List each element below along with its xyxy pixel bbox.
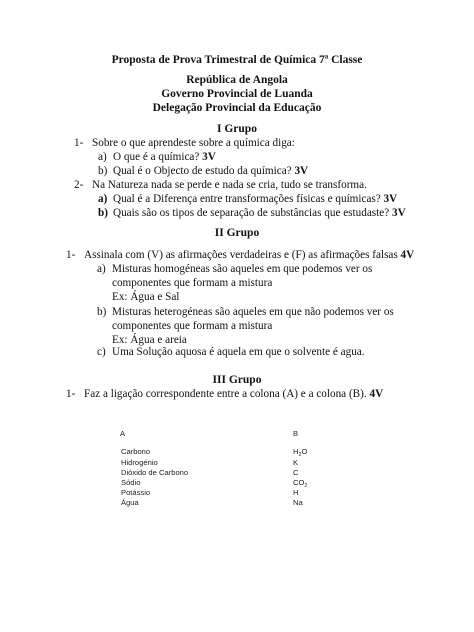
column-a-item: Potássio [121,488,151,497]
g1-q2b-item [113,207,406,219]
g3-q1-text: Faz a ligação correspondente entre a colona (A) e a colona (B). [84,388,367,400]
column-b-item: C [293,468,299,477]
g2-q1-number: 1- [66,249,76,261]
g2-q1-item [84,249,414,261]
g2-a-letter: a) [97,263,106,275]
g3-q1-number: 1- [66,388,76,400]
g1-q2b-letter: b) [98,207,108,219]
g1-q1b-item [113,165,308,177]
header-delegation: Delegação Provincial da Educação [152,102,322,114]
g1-q1b-letter: b) [98,165,108,177]
column-a-header: A [120,429,126,438]
column-b-item: $CO_2$ [293,478,308,489]
column-a-item: Sódio [121,478,141,487]
g1-q1a-text: O que é a química? [113,151,200,163]
g2-c-text: Uma Solução aquosa é aquela em que o solvente é agua. [112,346,365,358]
g2-b-line2: componentes que formam a mistura [112,320,273,332]
g1-q1-text: Sobre o que aprendeste sobre a química diga: [92,137,295,149]
g3-q1-points: 4V [369,388,384,400]
g1-q2b-text: Quais são os tipos de separação de substâncias que estudaste? [113,207,390,219]
g2-q1-text: Assinala com (V) as afirmações verdadeiras e (F) as afirmações falsas [84,249,398,261]
column-a-item: Dióxido de Carbono [121,468,189,477]
g1-q2a-letter: a) [98,193,108,205]
exam-title: Proposta de Prova Trimestral de Química 7ª Classe [111,54,363,66]
column-a-item: Água [121,498,139,507]
column-b-header: B [293,429,299,438]
g1-q1a-letter: a) [98,151,107,163]
group1-heading: I Grupo [217,123,257,135]
g1-q2a-item [113,193,397,205]
group3-heading: III Grupo [212,374,262,386]
g1-q1a-item [113,151,216,163]
column-b-item: Na [293,498,303,507]
g1-q1-number: 1- [74,137,84,149]
header-government: Governo Provincial de Luanda [161,88,313,100]
column-a-item: Hidrogénio [121,458,158,467]
header-country: República de Angola [186,74,288,86]
g1-q2-number: 2- [74,179,84,191]
column-b-item: H [293,488,299,497]
column-b-item: $H_2O$ [293,447,308,458]
g1-q2-text: Na Natureza nada se perde e nada se cria, tudo se transforma. [92,179,367,191]
g2-b-line1: Misturas heterogéneas são aqueles em que não podemos ver os [112,306,394,318]
g2-b-letter: b) [97,306,107,318]
group2-heading: II Grupo [214,227,260,239]
g2-a-example: Ex: Água e Sal [112,291,180,303]
g2-q1-points: 4V [400,249,415,261]
g2-c-letter: c) [97,346,106,358]
g1-q1b-text: Qual é o Objecto de estudo da química? [113,165,292,177]
g1-q2a-text: Qual é a Diferença entre transformações físicas e químicas? [113,193,381,205]
g1-q2b-points: 3V [391,207,406,219]
column-b-item: K [293,458,299,467]
column-a-item: Carbono [121,447,151,456]
g3-q1-item [84,388,383,400]
g2-a-line1: Misturas homogéneas são aqueles em que podemos ver os [112,263,373,275]
g1-q2a-points: 3V [383,193,398,205]
g2-b-example: Ex: Água e areia [112,334,187,346]
g1-q1a-points: 3V [202,151,216,163]
g2-a-line2: componentes que formam a mistura [112,277,273,289]
g1-q1b-points: 3V [294,165,309,177]
